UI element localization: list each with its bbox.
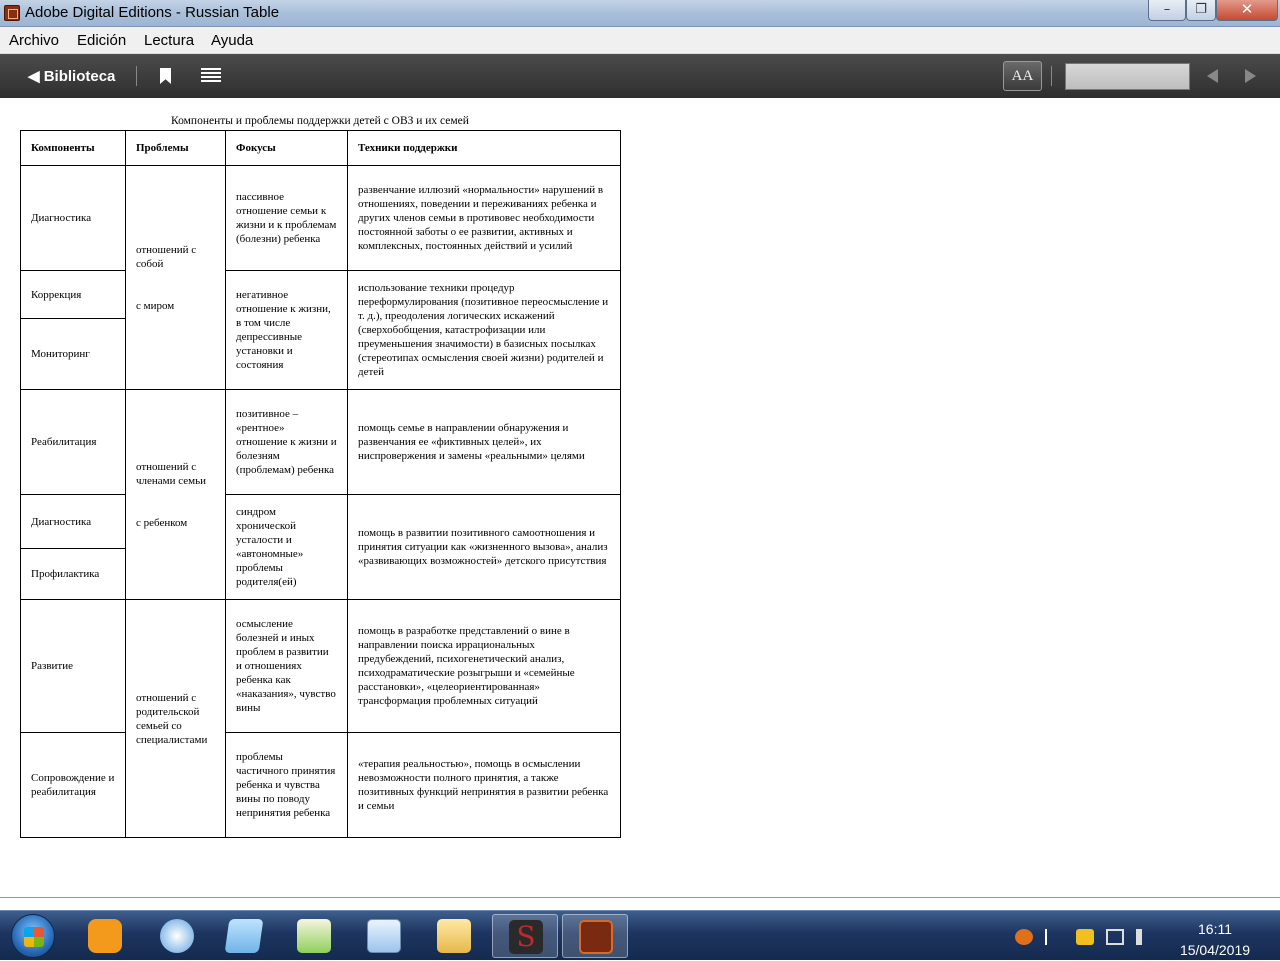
toolbar-divider: [136, 66, 137, 86]
notepad-icon[interactable]: [214, 914, 272, 958]
digital-editions-icon[interactable]: [562, 914, 628, 958]
component-cell: Развитие: [21, 600, 126, 733]
component-cell: Мониторинг: [21, 319, 126, 390]
component-cell: Реабилитация: [21, 390, 126, 495]
clock-time: 16:11: [1198, 921, 1232, 937]
menu-edicion[interactable]: Edición: [77, 32, 127, 49]
problem-cell: отношений с родительской семьей со специалистами: [126, 600, 226, 838]
windows-taskbar: [0, 910, 1280, 960]
focus-cell: позитивное – «рентное» отношение к жизни и болезням (проблемам) ребенка: [226, 390, 348, 495]
font-size-button[interactable]: AA: [1003, 61, 1042, 91]
focus-cell: негативное отношение к жизни, в том числе депрессивные установки и состояния: [226, 271, 348, 390]
library-button[interactable]: ◀ Biblioteca: [28, 68, 116, 85]
toolbar-divider: [1051, 66, 1052, 86]
menu-bar: [0, 27, 1280, 54]
mail-icon[interactable]: [147, 914, 205, 958]
flag-icon[interactable]: [1045, 929, 1059, 945]
minimize-button[interactable]: –: [1148, 0, 1186, 21]
uc-browser-icon[interactable]: [75, 914, 133, 958]
table-caption: Компоненты и проблемы поддержки детей с ОВЗ и их семей: [171, 115, 469, 127]
page-footer-divider: [0, 897, 1280, 898]
focus-cell: пассивное отношение семьи к жизни и к проблемам (болезни) ребенка: [226, 166, 348, 271]
clock-date: 15/04/2019: [1179, 942, 1251, 958]
file-manager-icon[interactable]: [284, 914, 342, 958]
focus-cell: осмысление болезней и иных проблем в развитии и отношениях ребенка как «наказания», чувство вины: [226, 600, 348, 733]
menu-lectura[interactable]: Lectura: [144, 32, 195, 49]
menu-archivo[interactable]: Archivo: [9, 32, 60, 49]
s-app-icon[interactable]: S: [492, 914, 558, 958]
close-button[interactable]: ✕: [1216, 0, 1278, 21]
menu-ayuda[interactable]: Ayuda: [211, 32, 254, 49]
next-page-icon[interactable]: [1245, 69, 1256, 83]
problem-text: отношений с собой: [136, 243, 197, 270]
problem-text: с миром: [136, 299, 175, 312]
calculator-icon[interactable]: [354, 914, 412, 958]
window-titlebar: [0, 0, 1280, 27]
table-row: [21, 390, 621, 495]
problem-text: отношений с членами семьи: [136, 460, 207, 487]
network-icon[interactable]: [1106, 929, 1124, 945]
avast-icon[interactable]: [1015, 929, 1033, 945]
focus-cell: синдром хронической усталости и «автономные» проблемы родителя(ей): [226, 495, 348, 600]
header-focuses: Фокусы: [226, 131, 348, 166]
windows-logo-icon: [24, 927, 44, 947]
volume-icon[interactable]: [1136, 929, 1154, 945]
component-cell: Сопровождение и реабилитация: [21, 733, 126, 838]
table-row: [21, 600, 621, 733]
window-title: Adobe Digital Editions - Russian Table: [25, 4, 280, 21]
component-cell: Коррекция: [21, 271, 126, 319]
previous-page-icon[interactable]: [1207, 69, 1218, 83]
clock[interactable]: [1160, 919, 1270, 961]
focus-cell: проблемы частичного принятия ребенка и чувства вины по поводу непринятия ребенка: [226, 733, 348, 838]
technique-cell: помощь семье в направлении обнаружения и развенчания ее «фиктивных целей», их ниспровержения и замены «реальными» целями: [348, 390, 621, 495]
technique-cell: помощь в разработке представлений о вине в направлении поиска иррациональных предубеждений, психогенетический анализ, психодраматические розыгрыши и «семейные расстановки», «целеориентированная» трансформация проблемных ситуаций: [348, 600, 621, 733]
reader-page: [0, 98, 1280, 910]
problem-text: с ребенком: [136, 516, 188, 529]
reader-toolbar: [0, 54, 1280, 98]
header-techniques: Техники поддержки: [348, 131, 621, 166]
tray-app-icon[interactable]: [1076, 929, 1094, 945]
page-number-input[interactable]: [1065, 63, 1190, 90]
component-cell: Диагностика: [21, 495, 126, 549]
technique-cell: использование техники процедур переформулирования (позитивное переосмысление и т. д.), преодоления логических искажений (сверхобобщения, катастрофизации или преуменьшения значимости) в базисных посылках (стереотипах осмысления своей жизни) родителей и детей: [348, 271, 621, 390]
component-cell: Профилактика: [21, 549, 126, 600]
bookmark-icon[interactable]: [160, 68, 171, 84]
support-table: [20, 130, 621, 838]
list-icon[interactable]: [201, 68, 221, 82]
table-row: [21, 733, 621, 838]
folder-icon[interactable]: [424, 914, 482, 958]
technique-cell: помощь в развитии позитивного самоотношения и принятия ситуации как «жизненного вызова», анализ «развивающих возможностей» детского присутствия: [348, 495, 621, 600]
table-row: [21, 495, 621, 549]
header-components: Компоненты: [21, 131, 126, 166]
component-cell: Диагностика: [21, 166, 126, 271]
technique-cell: развенчание иллюзий «нормальности» нарушений в отношениях, поведении и переживаниях ребенка и других членов семьи в противовес необходимости постоянной заботы о ее развитии, активных и комплексных, постоянных действий и усилий: [348, 166, 621, 271]
maximize-button[interactable]: ❐: [1186, 0, 1216, 21]
start-button[interactable]: [11, 914, 55, 958]
table-header-row: [21, 131, 621, 166]
adobe-digital-editions-icon: [4, 5, 20, 21]
problem-cell: [126, 390, 226, 600]
technique-cell: «терапия реальностью», помощь в осмыслении невозможности полного принятия, а также позитивных функций непринятия в развитии ребенка и семьи: [348, 733, 621, 838]
table-row: [21, 166, 621, 271]
problem-cell: [126, 166, 226, 390]
header-problems: Проблемы: [126, 131, 226, 166]
table-row: [21, 271, 621, 319]
